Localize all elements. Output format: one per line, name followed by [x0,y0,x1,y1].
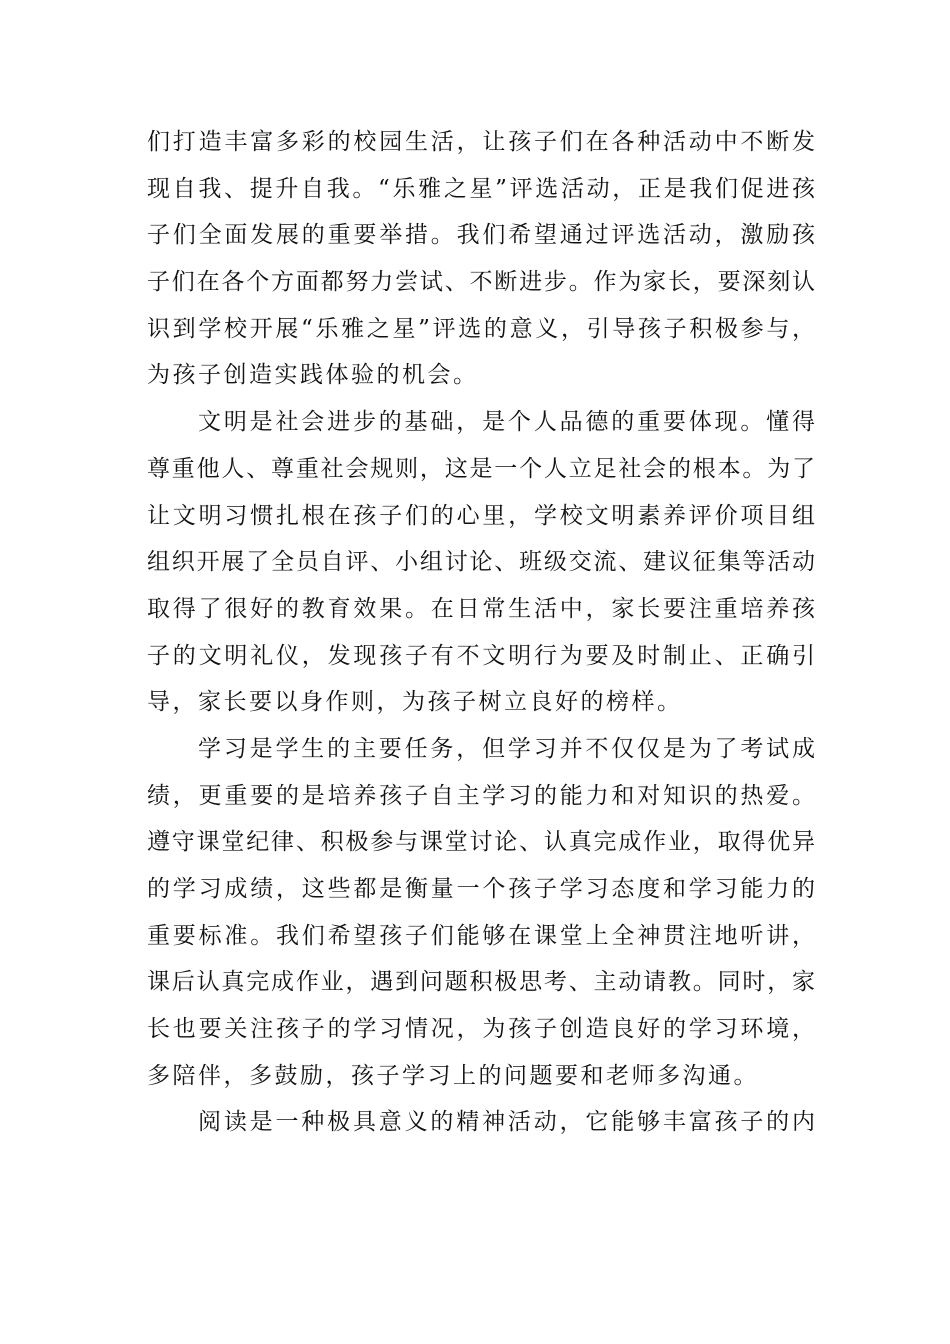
text-line: 阅读是一种极具意义的精神活动，它能够丰富孩子的内 [198,1109,815,1136]
text-line: 子们在各个方面都努力尝试、不断进步。作为家长，要深刻认 [147,269,815,296]
text-line: 取得了很好的教育效果。在日常生活中，家长要注重培养孩 [147,595,815,622]
text-line: 让文明习惯扎根在孩子们的心里，学校文明素养评价项目组 [147,502,815,529]
text-line: 遵守课堂纪律、积极参与课堂讨论、认真完成作业，取得优异 [147,829,815,856]
text-line: 重要标准。我们希望孩子们能够在课堂上全神贯注地听讲， [147,922,815,949]
text-line: 导，家长要以身作则，为孩子树立良好的榜样。 [147,689,683,716]
text-line: 为孩子创造实践体验的机会。 [147,362,479,389]
text-line: 尊重他人、尊重社会规则，这是一个人立足社会的根本。为了 [147,455,815,482]
text-line: 识到学校开展“乐雅之星”评选的意义，引导孩子积极参与， [147,315,815,342]
document-body [147,119,815,1146]
text-line: 课后认真完成作业，遇到问题积极思考、主动请教。同时，家 [147,969,815,996]
text-line: 组织开展了全员自评、小组讨论、班级交流、建议征集等活动 [147,549,815,576]
text-line: 的学习成绩，这些都是衡量一个孩子学习态度和学习能力的 [147,876,815,902]
text-line: 文明是社会进步的基础，是个人品德的重要体现。懂得 [198,409,815,436]
text-line: 长也要关注孩子的学习情况，为孩子创造良好的学习环境， [147,1016,815,1043]
text-line: 们打造丰富多彩的校园生活，让孩子们在各种活动中不断发 [147,129,815,155]
text-line: 子们全面发展的重要举措。我们希望通过评选活动，激励孩 [147,222,815,249]
text-line: 子的文明礼仪，发现孩子有不文明行为要及时制止、正确引 [147,642,815,669]
text-line: 绩，更重要的是培养孩子自主学习的能力和对知识的热爱。 [147,782,815,809]
text-line: 多陪伴，多鼓励，孩子学习上的问题要和老师多沟通。 [147,1062,759,1089]
text-line: 现自我、提升自我。“乐雅之星”评选活动，正是我们促进孩 [147,175,815,202]
text-line: 学习是学生的主要任务，但学习并不仅仅是为了考试成 [198,735,815,762]
